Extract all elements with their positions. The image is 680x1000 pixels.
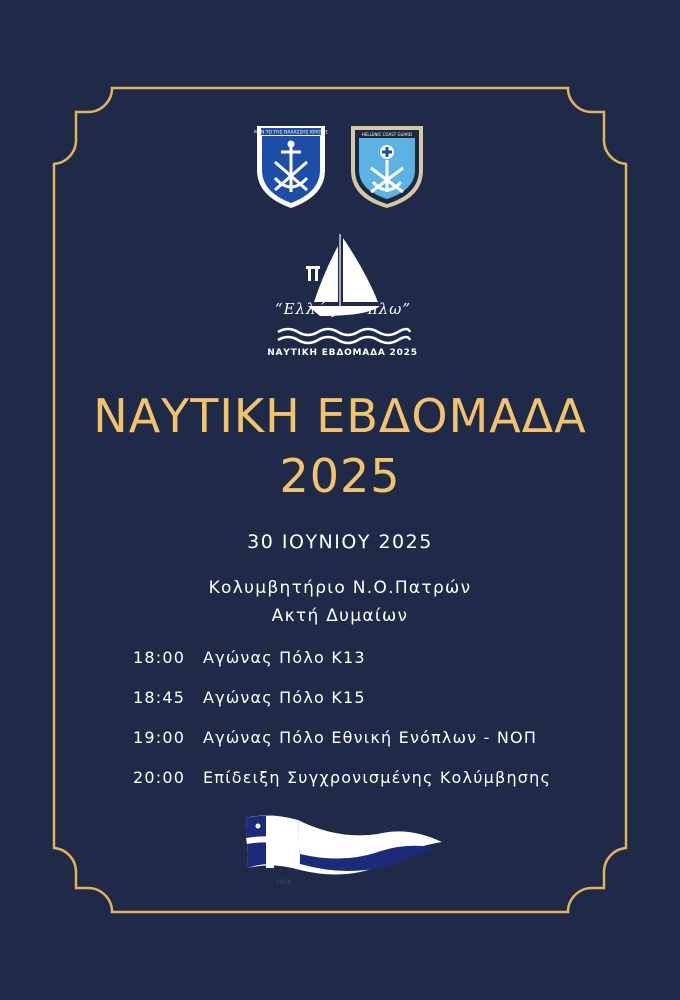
schedule-item: [133, 688, 573, 728]
event-date: 30 ΙΟΥΝΙΟΥ 2025: [247, 531, 433, 553]
venue-name: Κολυμβητήριο Ν.Ο.Πατρών: [208, 578, 472, 598]
schedule-event: Αγώνας Πόλο Κ15: [203, 688, 366, 707]
schedule-event: Επίδειξη Συγχρονισμένης Κολύμβησης: [203, 768, 552, 787]
motto: “Ελλάς εν πλω”: [274, 300, 412, 318]
logo-caption: ΝΑΥΤΙΚΗ ΕΒΔΟΜΑΔΑ 2025: [267, 348, 418, 358]
navy-anchor-trident-shield-icon: [253, 122, 329, 210]
page-title: ΝΑΥΤΙΚΗ ΕΒΔΟΜΑΔΑ: [93, 389, 587, 443]
svg-text:ΜΕΝ ΤΟ ΤΗΣ ΘΑΛΑΣΣΗΣ ΚΡΑΤΟΣ: ΜΕΝ ΤΟ ΤΗΣ ΘΑΛΑΣΣΗΣ ΚΡΑΤΟΣ: [254, 130, 329, 136]
schedule-time: 18:45: [133, 688, 186, 707]
venue-location: Ακτή Δυμαίων: [271, 606, 409, 626]
svg-text:1928: 1928: [276, 879, 292, 886]
schedule-time: 18:00: [133, 648, 186, 667]
coast-guard-anchor-shield-icon: [347, 122, 427, 210]
svg-text:HELLENIC COAST GUARD: HELLENIC COAST GUARD: [361, 132, 412, 137]
schedule-item: [133, 648, 573, 688]
schedule-time: 19:00: [133, 728, 186, 747]
page-title-year: 2025: [279, 449, 401, 503]
schedule-list: [133, 648, 573, 808]
schedule-event: Αγώνας Πόλο Κ13: [203, 648, 366, 667]
sailboat-wave-icon: [268, 232, 418, 362]
schedule-event: Αγώνας Πόλο Εθνική Ενόπλων - ΝΟΠ: [203, 728, 538, 747]
badges-row: [0, 122, 680, 210]
schedule-time: 20:00: [133, 768, 186, 787]
schedule-item: [133, 728, 573, 768]
waving-flag-icon: [238, 812, 448, 892]
schedule-item: [133, 768, 573, 808]
